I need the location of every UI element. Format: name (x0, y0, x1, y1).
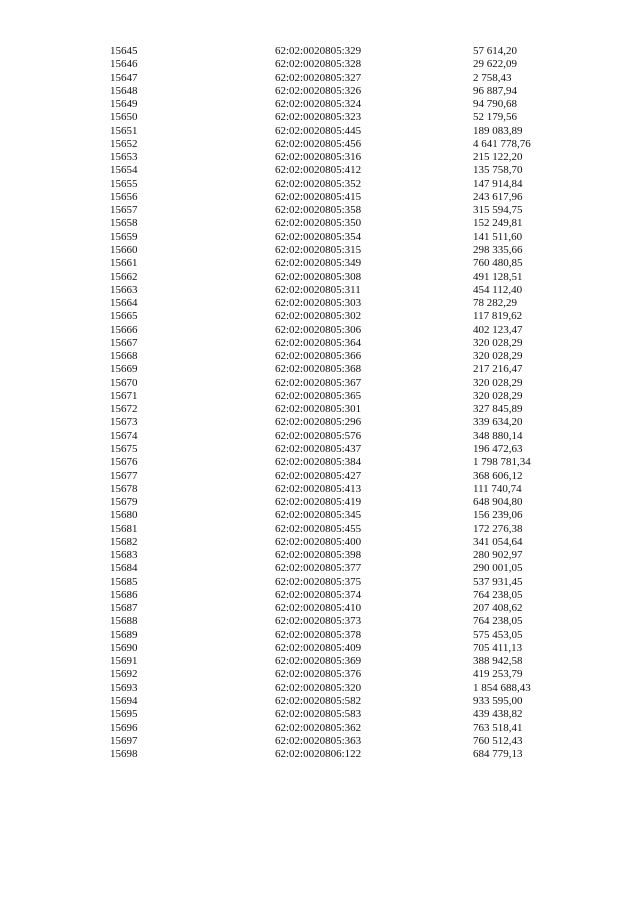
cadastral-value: 320 028,29 (473, 389, 523, 402)
cadastral-value: 135 758,70 (473, 164, 523, 177)
cadastral-number: 62:02:0020805:376 (275, 668, 362, 681)
table-row (110, 164, 570, 177)
cadastral-value: 172 276,38 (473, 522, 523, 535)
row-number: 15646 (110, 58, 138, 71)
table-row (110, 496, 570, 509)
cadastral-value: 243 617,96 (473, 190, 523, 203)
cadastral-value: 764 238,05 (473, 615, 523, 628)
cadastral-number: 62:02:0020805:412 (275, 164, 362, 177)
row-number: 15667 (110, 336, 138, 349)
cadastral-number: 62:02:0020805:400 (275, 535, 362, 548)
table-row (110, 629, 570, 642)
table-row (110, 682, 570, 695)
table-row (110, 217, 570, 230)
cadastral-value: 147 914,84 (473, 177, 523, 190)
row-number: 15684 (110, 562, 138, 575)
row-number: 15691 (110, 655, 138, 668)
row-number: 15698 (110, 748, 138, 761)
cadastral-value: 1 854 688,43 (473, 681, 531, 694)
cadastral-number: 62:02:0020805:375 (275, 575, 362, 588)
table-row (110, 284, 570, 297)
row-number: 15658 (110, 217, 138, 230)
cadastral-number: 62:02:0020805:316 (275, 151, 362, 164)
cadastral-value: 152 249,81 (473, 217, 523, 230)
cadastral-value: 315 594,75 (473, 204, 523, 217)
cadastral-number: 62:02:0020806:122 (275, 748, 362, 761)
table-row (110, 536, 570, 549)
cadastral-number: 62:02:0020805:377 (275, 562, 362, 575)
row-number: 15645 (110, 45, 138, 57)
table-row (110, 204, 570, 217)
cadastral-number: 62:02:0020805:306 (275, 323, 362, 336)
table-row (110, 549, 570, 562)
cadastral-number: 62:02:0020805:345 (275, 509, 362, 522)
row-number: 15661 (110, 257, 138, 270)
table-row (110, 297, 570, 310)
table-row (110, 576, 570, 589)
cadastral-value: 339 634,20 (473, 416, 523, 429)
cadastral-number: 62:02:0020805:311 (275, 283, 361, 296)
cadastral-number: 62:02:0020805:419 (275, 496, 362, 509)
row-number: 15677 (110, 469, 138, 482)
cadastral-value: 439 438,82 (473, 708, 523, 721)
table-row (110, 403, 570, 416)
row-number: 15697 (110, 734, 138, 747)
cadastral-value: 402 123,47 (473, 323, 523, 336)
cadastral-number: 62:02:0020805:323 (275, 111, 362, 124)
cadastral-number: 62:02:0020805:374 (275, 588, 362, 601)
table-row (110, 151, 570, 164)
cadastral-number: 62:02:0020805:328 (275, 58, 362, 71)
cadastral-number: 62:02:0020805:301 (275, 403, 362, 416)
cadastral-number: 62:02:0020805:308 (275, 270, 362, 283)
row-number: 15671 (110, 389, 138, 402)
cadastral-value: 57 614,20 (473, 45, 517, 57)
cadastral-number: 62:02:0020805:303 (275, 297, 362, 310)
cadastral-number: 62:02:0020805:415 (275, 190, 362, 203)
cadastral-number: 62:02:0020805:413 (275, 482, 362, 495)
table-row (110, 350, 570, 363)
cadastral-value: 29 622,09 (473, 58, 517, 71)
cadastral-value: 52 179,56 (473, 111, 517, 124)
cadastral-value: 320 028,29 (473, 336, 523, 349)
row-number: 15681 (110, 522, 138, 535)
table-row (110, 589, 570, 602)
cadastral-number: 62:02:0020805:362 (275, 721, 362, 734)
cadastral-number: 62:02:0020805:427 (275, 469, 362, 482)
table-row (110, 45, 570, 58)
table-row (110, 324, 570, 337)
cadastral-value: 491 128,51 (473, 270, 523, 283)
table-row (110, 111, 570, 124)
table-row (110, 257, 570, 270)
table-row (110, 668, 570, 681)
cadastral-number: 62:02:0020805:384 (275, 456, 362, 469)
row-number: 15670 (110, 376, 138, 389)
cadastral-number: 62:02:0020805:378 (275, 628, 362, 641)
row-number: 15664 (110, 297, 138, 310)
cadastral-value: 94 790,68 (473, 98, 517, 111)
row-number: 15682 (110, 535, 138, 548)
row-number: 15674 (110, 429, 138, 442)
row-number: 15660 (110, 243, 138, 256)
cadastral-value: 933 595,00 (473, 695, 523, 708)
cadastral-value: 298 335,66 (473, 243, 523, 256)
row-number: 15693 (110, 681, 138, 694)
cadastral-value: 207 408,62 (473, 602, 523, 615)
row-number: 15655 (110, 177, 138, 190)
cadastral-number: 62:02:0020805:576 (275, 429, 362, 442)
cadastral-number: 62:02:0020805:363 (275, 734, 362, 747)
row-number: 15686 (110, 588, 138, 601)
cadastral-number: 62:02:0020805:349 (275, 257, 362, 270)
table-row (110, 271, 570, 284)
cadastral-number: 62:02:0020805:315 (275, 243, 362, 256)
row-number: 15659 (110, 230, 138, 243)
cadastral-value: 419 253,79 (473, 668, 523, 681)
row-number: 15692 (110, 668, 138, 681)
cadastral-number: 62:02:0020805:302 (275, 310, 362, 323)
table-row (110, 735, 570, 748)
table-row (110, 244, 570, 257)
cadastral-value: 280 902,97 (473, 549, 523, 562)
cadastral-value: 327 845,89 (473, 403, 523, 416)
cadastral-value: 2 758,43 (473, 71, 512, 84)
table-row (110, 483, 570, 496)
cadastral-number: 62:02:0020805:583 (275, 708, 362, 721)
row-number: 15649 (110, 98, 138, 111)
cadastral-number: 62:02:0020805:367 (275, 376, 362, 389)
cadastral-number: 62:02:0020805:456 (275, 137, 362, 150)
cadastral-value: 141 511,60 (473, 230, 523, 243)
cadastral-number: 62:02:0020805:354 (275, 230, 362, 243)
table-row (110, 191, 570, 204)
row-number: 15675 (110, 442, 138, 455)
table-row (110, 722, 570, 735)
cadastral-number: 62:02:0020805:365 (275, 389, 362, 402)
cadastral-value: 705 411,13 (473, 641, 523, 654)
cadastral-number: 62:02:0020805:455 (275, 522, 362, 535)
cadastral-number: 62:02:0020805:352 (275, 177, 362, 190)
row-number: 15689 (110, 628, 138, 641)
cadastral-value: 348 880,14 (473, 429, 523, 442)
table-row (110, 430, 570, 443)
table-row (110, 310, 570, 323)
cadastral-number: 62:02:0020805:320 (275, 681, 362, 694)
cadastral-value: 217 216,47 (473, 363, 523, 376)
cadastral-number: 62:02:0020805:437 (275, 442, 362, 455)
cadastral-number: 62:02:0020805:582 (275, 695, 362, 708)
cadastral-number: 62:02:0020805:373 (275, 615, 362, 628)
cadastral-value: 96 887,94 (473, 84, 517, 97)
row-number: 15654 (110, 164, 138, 177)
cadastral-value: 763 518,41 (473, 721, 523, 734)
table-row (110, 72, 570, 85)
cadastral-value: 78 282,29 (473, 297, 517, 310)
table-row (110, 231, 570, 244)
row-number: 15647 (110, 71, 138, 84)
cadastral-number: 62:02:0020805:296 (275, 416, 362, 429)
cadastral-number: 62:02:0020805:358 (275, 204, 362, 217)
cadastral-value-table (110, 45, 570, 761)
cadastral-number: 62:02:0020805:327 (275, 71, 362, 84)
cadastral-number: 62:02:0020805:366 (275, 350, 362, 363)
table-row (110, 695, 570, 708)
row-number: 15656 (110, 190, 138, 203)
table-row (110, 642, 570, 655)
cadastral-number: 62:02:0020805:350 (275, 217, 362, 230)
table-row (110, 85, 570, 98)
row-number: 15694 (110, 695, 138, 708)
row-number: 15648 (110, 84, 138, 97)
cadastral-value: 320 028,29 (473, 350, 523, 363)
cadastral-value: 388 942,58 (473, 655, 523, 668)
cadastral-number: 62:02:0020805:329 (275, 45, 362, 57)
row-number: 15669 (110, 363, 138, 376)
cadastral-value: 341 054,64 (473, 535, 523, 548)
table-row (110, 708, 570, 721)
cadastral-value: 684 779,13 (473, 748, 523, 761)
table-row (110, 562, 570, 575)
cadastral-value: 760 480,85 (473, 257, 523, 270)
row-number: 15653 (110, 151, 138, 164)
row-number: 15668 (110, 350, 138, 363)
cadastral-value: 189 083,89 (473, 124, 523, 137)
cadastral-value: 215 122,20 (473, 151, 523, 164)
row-number: 15679 (110, 496, 138, 509)
cadastral-number: 62:02:0020805:369 (275, 655, 362, 668)
row-number: 15688 (110, 615, 138, 628)
table-row (110, 655, 570, 668)
table-row (110, 470, 570, 483)
cadastral-number: 62:02:0020805:364 (275, 336, 362, 349)
row-number: 15695 (110, 708, 138, 721)
table-row (110, 443, 570, 456)
cadastral-value: 1 798 781,34 (473, 456, 531, 469)
cadastral-value: 764 238,05 (473, 588, 523, 601)
cadastral-value: 537 931,45 (473, 575, 523, 588)
cadastral-value: 4 641 778,76 (473, 137, 531, 150)
row-number: 15657 (110, 204, 138, 217)
cadastral-number: 62:02:0020805:326 (275, 84, 362, 97)
cadastral-value: 117 819,62 (473, 310, 523, 323)
cadastral-value: 575 453,05 (473, 628, 523, 641)
table-row (110, 748, 570, 761)
table-row (110, 615, 570, 628)
row-number: 15690 (110, 641, 138, 654)
row-number: 15651 (110, 124, 138, 137)
row-number: 15650 (110, 111, 138, 124)
row-number: 15696 (110, 721, 138, 734)
cadastral-number: 62:02:0020805:409 (275, 641, 362, 654)
cadastral-number: 62:02:0020805:445 (275, 124, 362, 137)
table-row (110, 363, 570, 376)
table-row (110, 390, 570, 403)
row-number: 15673 (110, 416, 138, 429)
row-number: 15687 (110, 602, 138, 615)
row-number: 15652 (110, 137, 138, 150)
cadastral-value: 290 001,05 (473, 562, 523, 575)
row-number: 15685 (110, 575, 138, 588)
row-number: 15676 (110, 456, 138, 469)
row-number: 15663 (110, 283, 138, 296)
cadastral-value: 111 740,74 (473, 482, 522, 495)
cadastral-value: 454 112,40 (473, 283, 523, 296)
cadastral-value: 320 028,29 (473, 376, 523, 389)
cadastral-value: 196 472,63 (473, 442, 523, 455)
table-row (110, 377, 570, 390)
row-number: 15678 (110, 482, 138, 495)
row-number: 15662 (110, 270, 138, 283)
row-number: 15683 (110, 549, 138, 562)
cadastral-number: 62:02:0020805:368 (275, 363, 362, 376)
cadastral-value: 760 512,43 (473, 734, 523, 747)
table-row (110, 337, 570, 350)
cadastral-value: 156 239,06 (473, 509, 523, 522)
cadastral-number: 62:02:0020805:410 (275, 602, 362, 615)
table-row (110, 58, 570, 71)
row-number: 15665 (110, 310, 138, 323)
table-row (110, 523, 570, 536)
row-number: 15666 (110, 323, 138, 336)
cadastral-number: 62:02:0020805:398 (275, 549, 362, 562)
table-row (110, 416, 570, 429)
table-row (110, 98, 570, 111)
cadastral-value: 648 904,80 (473, 496, 523, 509)
table-row (110, 125, 570, 138)
cadastral-number: 62:02:0020805:324 (275, 98, 362, 111)
table-row (110, 138, 570, 151)
table-row (110, 602, 570, 615)
table-row (110, 178, 570, 191)
table-row (110, 509, 570, 522)
row-number: 15672 (110, 403, 138, 416)
cadastral-value: 368 606,12 (473, 469, 523, 482)
table-row (110, 456, 570, 469)
row-number: 15680 (110, 509, 138, 522)
